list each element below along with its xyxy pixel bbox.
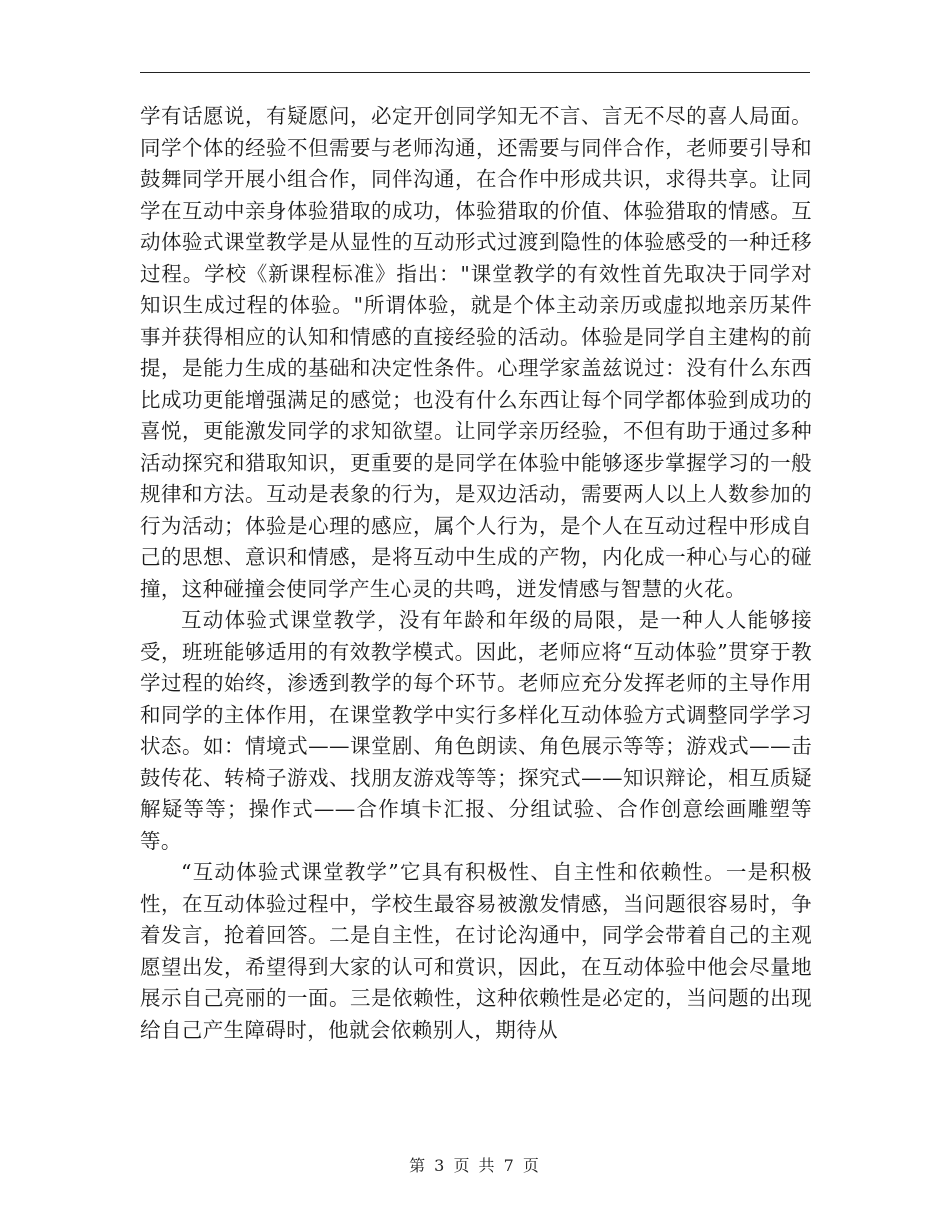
paragraph-1: 学有话愿说，有疑愿问，必定开创同学知无不言、言无不尽的喜人局面。同学个体的经验不但需要与老师沟通，还需要与同伴合作，老师要引导和鼓舞同学开展小组合作，同伴沟通，在合作中形成共识，求得共享。让同学在互动中亲身体验猎取的成功，体验猎取的价值、体验猎取的情感。互动体验式课堂教学是从显性的互动形式过渡到隐性的体验感受的一种迁移过程。学校《新课程标准》指出："课堂教学的有效性首先取决于同学对知识生成过程的体验。"所谓体验，就是个体主动亲历或虚拟地亲历某件事并获得相应的认知和情感的直接经验的活动。体验是同学自主建构的前提，是能力生成的基础和决定性条件。心理学家盖兹说过：没有什么东西比成功更能增强满足的感觉；也没有什么东西让每个同学都体验到成功的喜悦，更能激发同学的求知欲望。让同学亲历经验，不但有助于通过多种活动探究和猎取知识，更重要的是同学在体验中能够逐步掌握学习的一般规律和方法。互动是表象的行为，是双边活动，需要两人以上人数参加的行为活动；体验是心理的感应，属个人行为，是个人在互动过程中形成自己的思想、意识和情感，是将互动中生成的产物，内化成一种心与心的碰撞，这种碰撞会使同学产生心灵的共鸣，迸发情感与智慧的火花。	[140, 104, 812, 601]
document-body	[140, 101, 812, 1046]
paragraph-3: “互动体验式课堂教学”它具有积极性、自主性和依赖性。一是积极性，在互动体验过程中，学校生最容易被激发情感，当问题很容易时，争着发言，抢着回答。二是自主性，在讨论沟通中，同学会带着自己的主观愿望出发，希望得到大家的认可和赏识，因此，在互动体验中他会尽量地展示自己亮丽的一面。三是依赖性，这种依赖性是必定的，当问题的出现给自己产生障碍时，他就会依赖别人，期待从	[140, 860, 812, 1042]
header-rule	[140, 72, 810, 73]
paragraph-2: 互动体验式课堂教学，没有年龄和年级的局限，是一种人人能够接受，班班能够适用的有效教学模式。因此，老师应将“互动体验”贯穿于教学过程的始终，渗透到教学的每个环节。老师应充分发挥老师的主导作用和同学的主体作用，在课堂教学中实行多样化互动体验方式调整同学学习状态。如：情境式——课堂剧、角色朗读、角色展示等等；游戏式——击鼓传花、转椅子游戏、找朋友游戏等等；探究式——知识辩论，相互质疑解疑等等；操作式——合作填卡汇报、分组试验、合作创意绘画雕塑等等。	[140, 608, 812, 853]
page-number-footer: 第 3 页 共 7 页	[409, 1156, 541, 1175]
